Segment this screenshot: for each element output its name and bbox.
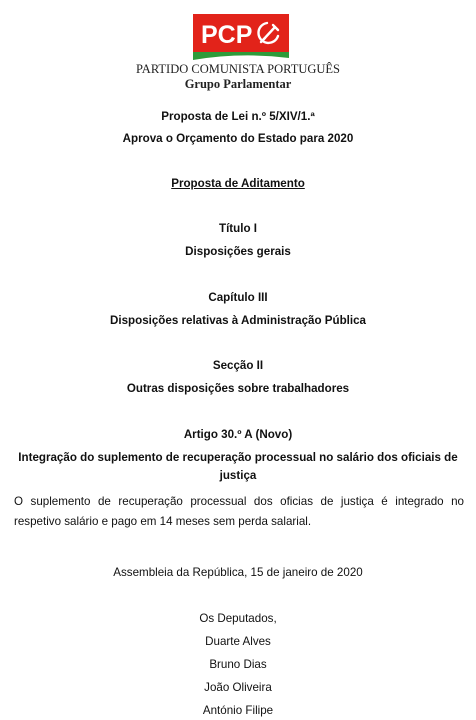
proposal-number: Proposta de Lei n.º 5/XIV/1.ª <box>161 110 315 123</box>
article-title-line2: justiça <box>219 469 257 482</box>
pcp-logo-graphic <box>193 14 289 60</box>
article-title-line1: Integração do suplemento de recuperação processual no salário dos oficiais de <box>18 451 458 464</box>
amendment-type: Proposta de Aditamento <box>171 177 305 190</box>
party-name: PARTIDO COMUNISTA PORTUGUÊS <box>135 62 340 76</box>
chapter-name: Disposições relativas à Administração Pública <box>109 314 367 327</box>
chapter-number: Capítulo III <box>208 291 268 304</box>
article-body-line2: respetivo salário e pago em 14 meses sem perda salarial. <box>14 515 312 528</box>
proposal-title: Aprova o Orçamento do Estado para 2020 <box>122 132 354 145</box>
signatory-name: Duarte Alves <box>205 635 271 648</box>
article-body-line1-text: O suplemento de recuperação processual dos oficias de justiça é integrado no <box>14 495 464 508</box>
article-body <box>14 495 464 529</box>
title-name: Disposições gerais <box>185 245 291 258</box>
article-number: Artigo 30.º A (Novo) <box>183 428 293 441</box>
signatory-name: Bruno Dias <box>209 658 267 671</box>
section-name: Outras disposições sobre trabalhadores <box>126 382 350 395</box>
signatories-heading: Os Deputados, <box>199 612 277 625</box>
logo-text: PCP <box>201 21 253 49</box>
pcp-logo <box>193 14 289 60</box>
section-number: Secção II <box>212 359 264 372</box>
title-number: Título I <box>219 222 257 235</box>
signatory-name: João Oliveira <box>204 681 272 694</box>
place-date: Assembleia da República, 15 de janeiro de 2020 <box>113 566 363 579</box>
group-name: Grupo Parlamentar <box>184 77 292 91</box>
signatory-name: António Filipe <box>202 704 274 717</box>
article-body-line1 <box>14 495 464 509</box>
